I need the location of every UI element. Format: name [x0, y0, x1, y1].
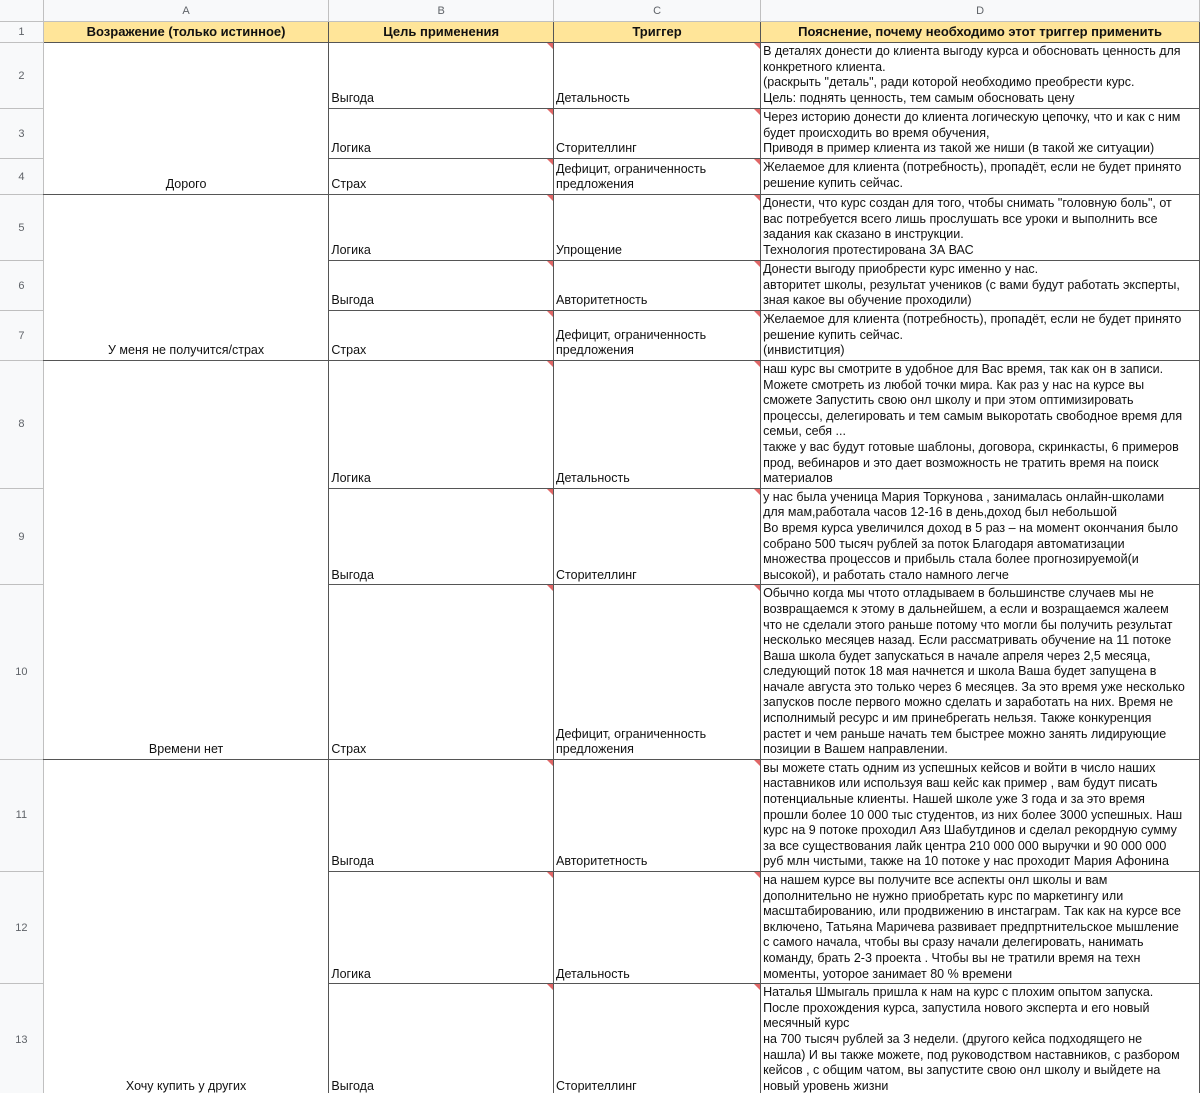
explanation-cell[interactable] [761, 361, 1200, 489]
explanation-line: на 700 тысяч рублей за 3 недели. (другого кейса подходящего не [763, 1031, 1143, 1046]
explanation-line: вы можете стать одним из успешных кейсов и войти в число наших [763, 760, 1156, 775]
explanation-line: В деталях донести до клиента выгоду курса и обосновать ценность для [763, 44, 1181, 58]
explanation-line: Через историю донести до клиента логическую цепочку, что и как с ним [763, 110, 1181, 124]
explanation-line: наставников или используя ваш кейс как пример , вам будут писать [763, 776, 1158, 791]
table-row [0, 759, 1200, 871]
row-number[interactable]: 11 [0, 759, 43, 871]
row-number[interactable]: 13 [0, 984, 43, 1093]
trigger-cell[interactable]: Детальность [554, 361, 761, 489]
header-cell-objection[interactable]: Возражение (только истинное) [43, 22, 329, 43]
select-all-corner[interactable] [0, 0, 43, 22]
row-number[interactable]: 8 [0, 361, 43, 489]
row-number[interactable]: 7 [0, 311, 43, 361]
explanation-line: будет происходить во время обучения, [763, 125, 990, 140]
row-number[interactable]: 4 [0, 159, 43, 195]
trigger-cell[interactable]: Детальность [554, 43, 761, 109]
explanation-cell[interactable] [761, 109, 1200, 159]
explanation-cell[interactable] [761, 311, 1200, 361]
goal-cell[interactable]: Выгода [329, 759, 554, 871]
explanation-cell[interactable] [761, 759, 1200, 871]
explanation-line: растет и чем раньше начать тем быстрее можно занять лидирующие [763, 726, 1167, 741]
explanation-line: (инвиститция) [763, 343, 845, 358]
explanation-line: масштабированию, или продвижению в инстаграм. Так как на курсе все [763, 904, 1182, 919]
explanation-line: высокой), и работать стало намного легче [763, 567, 1009, 582]
trigger-cell[interactable]: Дефицит, ограниченность предложения [554, 311, 761, 361]
explanation-line: зная какое вы обучение проходили) [763, 293, 972, 308]
table-row [0, 43, 1200, 109]
column-header-b[interactable]: B [329, 0, 554, 22]
column-header-d[interactable]: D [761, 0, 1200, 22]
explanation-line: несколько месяцев назад. Если рассматривать обучение на 11 потоке [763, 633, 1172, 648]
row-number[interactable]: 6 [0, 261, 43, 311]
explanation-line: дополнительно не нужно приобретать курс по маркетингу или [763, 888, 1124, 903]
explanation-line: потенциальные клиенты. Нашей школе уже 3 года и за это время [763, 792, 1145, 807]
column-header-a[interactable]: A [43, 0, 329, 22]
explanation-line: руб млн чистыми, также на 10 потоке у нас проходит Мария Афонина [763, 854, 1169, 869]
explanation-cell[interactable] [761, 488, 1200, 585]
explanation-line: Наталья Шмыгаль пришла к нам на курс с плохим опытом запуска. [763, 985, 1154, 1000]
explanation-cell[interactable] [761, 43, 1200, 109]
explanation-line: позиции в Вашем направлении. [763, 742, 948, 757]
explanation-line: собрано 500 тысяч рублей за поток Благодаря автоматизации [763, 536, 1125, 551]
explanation-line: кейсов , с общим чатом, вы запустите свою онл школу и выйдете на [763, 1063, 1161, 1078]
goal-cell[interactable]: Страх [329, 311, 554, 361]
explanation-line: Желаемое для клиента (потребность), пропадёт, если не будет принято [763, 160, 1182, 174]
row-number[interactable]: 9 [0, 488, 43, 585]
trigger-cell[interactable]: Авторитетность [554, 261, 761, 311]
explanation-cell[interactable] [761, 984, 1200, 1093]
table-row [0, 361, 1200, 489]
explanation-cell[interactable] [761, 159, 1200, 195]
row-number[interactable]: 2 [0, 43, 43, 109]
explanation-line: конкретного клиента. [763, 59, 886, 74]
goal-cell[interactable]: Логика [329, 195, 554, 261]
objection-cell[interactable]: У меня не получится/страх [43, 195, 329, 361]
explanation-line: нашла) И вы также можете, под руководством наставников, с разбором [763, 1047, 1180, 1062]
explanation-line: Ваша школа будет запускаться в начале апреля через 2,5 месяца, [763, 648, 1151, 663]
goal-cell[interactable]: Страх [329, 159, 554, 195]
explanation-line: материалов [763, 471, 833, 486]
explanation-line: возвращаемся к этому в дальнейшем, а если и возращаемся жалеем [763, 601, 1169, 616]
explanation-line: начале августа это только через 6 месяцев. За это время уже несколько [763, 679, 1185, 694]
row-number[interactable]: 3 [0, 109, 43, 159]
explanation-line: (раскрыть "деталь", ради которой необходимо преобрести курс. [763, 75, 1135, 90]
explanation-line: вас потребуется всего лишь прослушать все уроки и выполнить все [763, 211, 1158, 226]
goal-cell[interactable]: Логика [329, 872, 554, 984]
row-number[interactable]: 5 [0, 195, 43, 261]
explanation-cell[interactable] [761, 195, 1200, 261]
goal-cell[interactable]: Страх [329, 585, 554, 760]
goal-cell[interactable]: Выгода [329, 984, 554, 1093]
explanation-line: наш курс вы смотрите в удобное для Вас время, так как он в записи. [763, 362, 1164, 376]
explanation-line: за все существования лайк центра 210 000 000 выручки и 90 000 000 [763, 838, 1167, 853]
trigger-cell[interactable]: Упрощение [554, 195, 761, 261]
header-cell-goal[interactable]: Цель применения [329, 22, 554, 43]
explanation-line: Донести, что курс создан для того, чтобы снимать "головную боль", от [763, 196, 1172, 210]
explanation-line: процессы, делегировать и тем самым выкоротать свободное время для [763, 408, 1183, 423]
goal-cell[interactable]: Выгода [329, 43, 554, 109]
explanation-line: Во время курса увеличился доход в 5 раз – на момент окончания было [763, 520, 1179, 535]
explanation-line: моменты, уоторое занимает 80 % времени [763, 966, 1013, 981]
trigger-cell[interactable]: Дефицит, ограниченность предложения [554, 585, 761, 760]
header-cell-trigger[interactable]: Триггер [554, 22, 761, 43]
row-number[interactable]: 1 [0, 22, 43, 43]
row-number[interactable]: 10 [0, 585, 43, 760]
explanation-line: следующий поток 18 мая начнется и школа Ваша будет запущена в [763, 664, 1157, 679]
header-cell-explanation[interactable]: Пояснение, почему необходимо этот триггер применить [761, 22, 1200, 43]
explanation-line: прошли более 10 000 тыс студентов, из них более 3000 успешных. Наш [763, 807, 1183, 822]
trigger-cell[interactable]: Авторитетность [554, 759, 761, 871]
explanation-cell[interactable] [761, 872, 1200, 984]
explanation-line: исполнимый ресурс и им принебрегать нельзя. Также конкуренция [763, 711, 1152, 726]
row-number[interactable]: 12 [0, 872, 43, 984]
explanation-line: месячный курс [763, 1016, 850, 1031]
table-row [0, 195, 1200, 261]
explanation-line: Можете смотреть из любой точки мира. Как раз у нас на курсе вы [763, 377, 1145, 392]
explanation-line: запусков после первого можно сделать и заработать на них. Время не [763, 695, 1174, 710]
explanation-line: решение купить сейчас. [763, 327, 903, 342]
objection-cell[interactable]: Дорого [43, 43, 329, 195]
explanation-line: авторитет школы, результат учеников (с вами будут работать эксперты, [763, 277, 1180, 292]
explanation-line: курс на 9 потоке проходил Аяз Шабутдинов и сделал рекордную сумму [763, 823, 1177, 838]
goal-cell[interactable]: Логика [329, 109, 554, 159]
explanation-line: Обычно когда мы чтото отладываем в большинстве случаев мы не [763, 586, 1154, 601]
objection-cell[interactable]: Времени нет [43, 361, 329, 760]
column-header-row [0, 0, 1200, 22]
trigger-cell[interactable]: Сторителлинг [554, 488, 761, 585]
explanation-line: Донести выгоду приобрести курс именно у нас. [763, 262, 1039, 276]
goal-cell[interactable]: Логика [329, 361, 554, 489]
trigger-cell[interactable]: Дефицит, ограниченность предложения [554, 159, 761, 195]
explanation-cell[interactable] [761, 585, 1200, 760]
explanation-line: Желаемое для клиента (потребность), пропадёт, если не будет принято [763, 312, 1182, 326]
explanation-line: После прохождения курса, запустила нового эксперта и его новый [763, 1000, 1150, 1015]
trigger-cell[interactable]: Детальность [554, 872, 761, 984]
explanation-line: множества процессов и прибыль стала более прогнозируемой(и [763, 552, 1139, 567]
explanation-line: с самого начала, чтобы вы сразу начали делегировать, нанимать [763, 935, 1144, 950]
header-row [0, 22, 1200, 43]
column-header-c[interactable]: C [554, 0, 761, 22]
explanation-line: включено, Татьяна Маричева развивает предпртнительское мышление [763, 919, 1179, 934]
trigger-cell[interactable]: Сторителлинг [554, 984, 761, 1093]
explanation-line: что не сделали этого раньше потому что могли бы получить результат [763, 617, 1173, 632]
explanation-line: для мам,работала часов 12-16 в день,доход был небольшой [763, 505, 1118, 520]
explanation-line: задания как сказано в инструкции. [763, 227, 964, 242]
explanation-line: Приводя в пример клиента из такой же ниши (в такой же ситуации) [763, 141, 1155, 156]
explanation-line: Технология протестирована ЗА ВАС [763, 242, 974, 257]
goal-cell[interactable]: Выгода [329, 261, 554, 311]
objection-cell[interactable]: Хочу купить у других [43, 759, 329, 1093]
explanation-line: на нашем курсе вы получите все аспекты онл школы и вам [763, 873, 1108, 887]
explanation-line: сможете Запустить свою онл школу и при этом оптимизировать [763, 393, 1134, 408]
explanation-line: семьи, себя ... [763, 424, 846, 439]
explanation-line: также у вас будут готовые шаблоны, договора, скринкасты, 6 примеров [763, 439, 1179, 454]
explanation-line: Цель: поднять ценность, тем самым обосновать цену [763, 90, 1075, 105]
goal-cell[interactable]: Выгода [329, 488, 554, 585]
explanation-line: новый уровень жизни [763, 1078, 889, 1093]
explanation-line: прод, вебинаров и это дает возможность не тратить время на поиск [763, 455, 1159, 470]
explanation-line: у нас была ученица Мария Торкунова , занималась онлайн-школами [763, 489, 1165, 504]
explanation-cell[interactable] [761, 261, 1200, 311]
trigger-cell[interactable]: Сторителлинг [554, 109, 761, 159]
explanation-line: команду, брать 2-3 проекта . Чтобы вы не тратили время на техн [763, 950, 1141, 965]
explanation-line: решение купить сейчас. [763, 175, 903, 190]
